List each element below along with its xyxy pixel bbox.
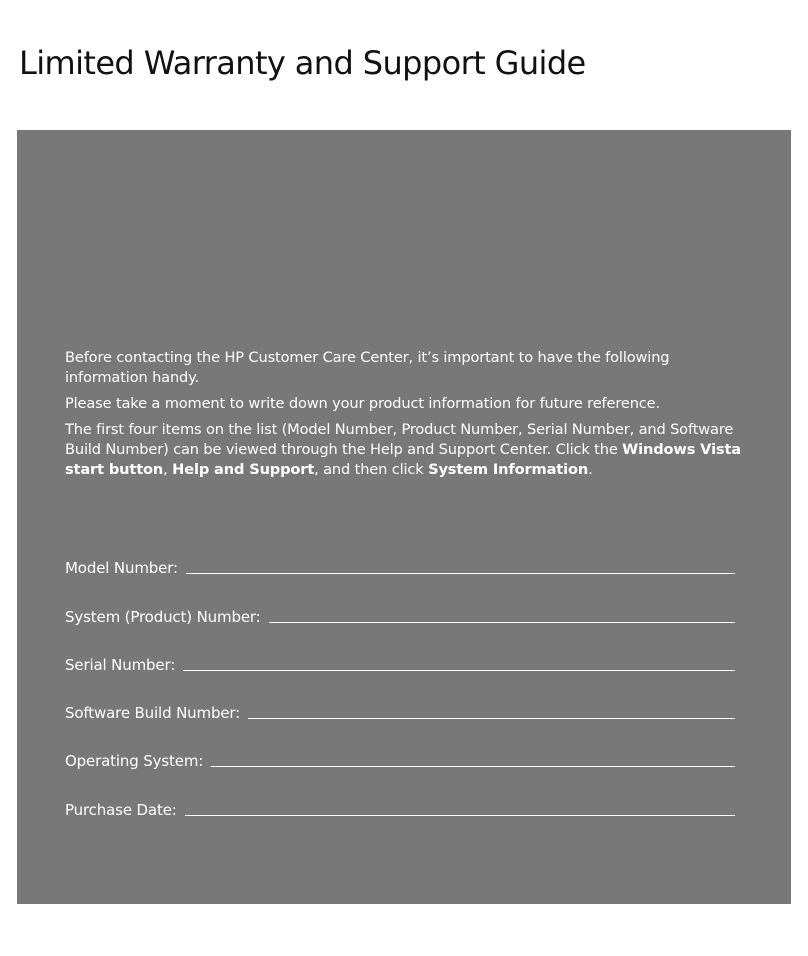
system-product-number-label: System (Product) Number: bbox=[65, 607, 261, 626]
intro-p3-end: . bbox=[588, 461, 593, 478]
system-product-number-field bbox=[65, 578, 735, 626]
model-number-blank-line bbox=[186, 573, 735, 574]
purchase-date-label: Purchase Date: bbox=[65, 800, 177, 819]
software-build-number-field bbox=[65, 675, 735, 723]
serial-number-field bbox=[65, 627, 735, 675]
windows-vista-start-button-text: Windows Vista start button bbox=[65, 441, 741, 478]
intro-text bbox=[65, 348, 745, 480]
operating-system-field bbox=[65, 723, 735, 771]
purchase-date-blank-line bbox=[185, 815, 735, 816]
intro-paragraph-3 bbox=[65, 420, 745, 480]
operating-system-label: Operating System: bbox=[65, 752, 204, 771]
product-info-panel bbox=[17, 130, 791, 904]
purchase-date-field bbox=[65, 771, 735, 819]
software-build-number-label: Software Build Number: bbox=[65, 704, 241, 723]
page-title: Limited Warranty and Support Guide bbox=[19, 44, 586, 82]
intro-paragraph-1: Before contacting the HP Customer Care Center, it’s important to have the following information handy. bbox=[65, 349, 670, 386]
model-number-field bbox=[65, 530, 735, 578]
system-information-text: System Information bbox=[428, 461, 589, 478]
intro-paragraph-2: Please take a moment to write down your product information for future reference. bbox=[65, 395, 661, 412]
serial-number-blank-line bbox=[183, 670, 735, 671]
intro-p3-mid: , and then click bbox=[314, 461, 429, 478]
intro-p3-sep: , bbox=[163, 461, 173, 478]
help-and-support-text: Help and Support bbox=[172, 461, 315, 478]
operating-system-blank-line bbox=[211, 766, 735, 767]
serial-number-label: Serial Number: bbox=[65, 655, 176, 674]
system-product-number-blank-line bbox=[269, 622, 735, 623]
model-number-label: Model Number: bbox=[65, 559, 178, 578]
software-build-number-blank-line bbox=[248, 718, 735, 719]
info-fields bbox=[65, 530, 735, 820]
intro-p3-start: The first four items on the list (Model Number, Product Number, Serial Number, and Software Build Number) can be viewed through the Help and Support Center. Click the bbox=[65, 421, 734, 458]
